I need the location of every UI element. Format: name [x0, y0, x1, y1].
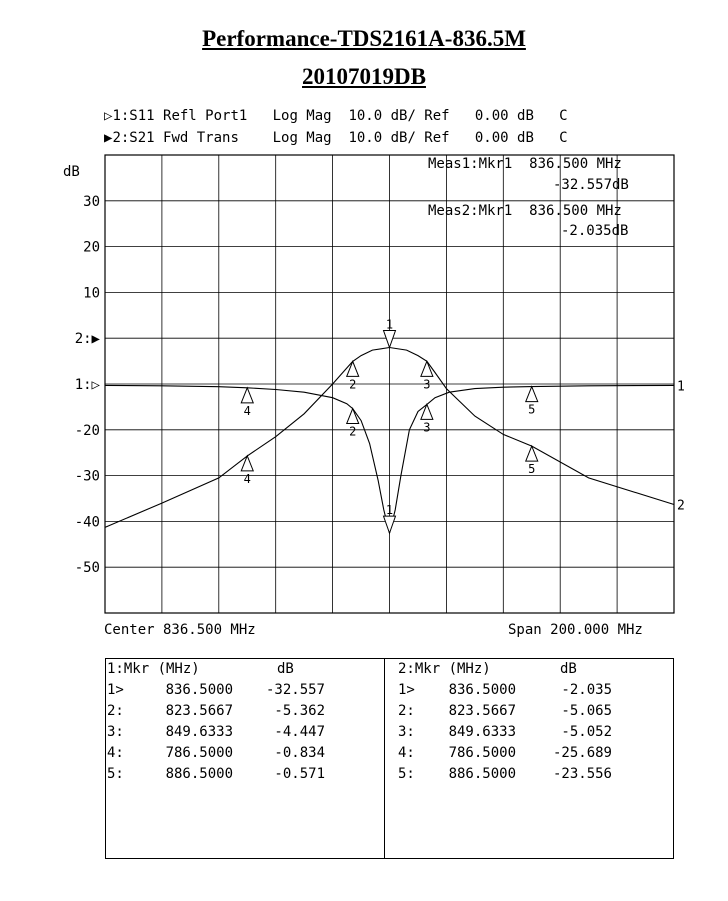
marker-label: 2 [349, 424, 357, 439]
marker-table-header [398, 658, 612, 679]
marker-freq: 849.6333 [165, 723, 233, 740]
center-frequency: Center 836.500 MHz [104, 622, 256, 638]
marker-2-4 [241, 456, 253, 486]
marker-id: 5: [398, 765, 415, 782]
marker-triangle-icon [241, 456, 253, 471]
table-row [107, 679, 325, 700]
table-row [398, 700, 612, 721]
marker-id: 2: [398, 702, 415, 719]
y-tick-label: 2:▶ [74, 331, 100, 348]
marker-db: -2.035 [561, 681, 612, 698]
marker-label: 4 [243, 403, 251, 418]
marker-table-col1-header: 1:Mkr (MHz) [107, 660, 200, 677]
marker-db: -25.689 [552, 744, 612, 761]
channel-1-marker-icon: ▷ [104, 108, 113, 124]
marker-freq: 786.5000 [448, 744, 516, 761]
marker-db: -5.065 [561, 702, 612, 719]
y-tick-label: 1:▷ [74, 377, 100, 393]
marker-1-4 [241, 388, 253, 418]
marker-label: 3 [423, 377, 431, 392]
marker-2-1 [384, 318, 396, 348]
marker-triangle-icon [347, 361, 359, 376]
table-row [398, 679, 612, 700]
marker-db: -0.571 [274, 765, 325, 782]
marker-triangle-icon [347, 409, 359, 424]
y-tick-label: -30 [74, 468, 100, 485]
meas1-label: Meas1:Mkr1 836.500 MHz [428, 156, 622, 172]
marker-label: 2 [349, 377, 357, 392]
chart-y-ticks [75, 194, 101, 576]
chart-traces [105, 348, 685, 534]
table-row [398, 721, 612, 742]
marker-1-1 [384, 503, 396, 533]
marker-db: -4.447 [274, 723, 325, 740]
marker-triangle-icon [421, 404, 433, 419]
marker-freq: 836.5000 [165, 681, 233, 698]
marker-db: -5.362 [274, 702, 325, 719]
marker-table-col2-header: dB [277, 660, 294, 677]
series-2-end-label: 2 [677, 498, 685, 514]
table-row [398, 742, 612, 763]
marker-id: 2: [107, 702, 124, 719]
marker-id: 4: [398, 744, 415, 761]
marker-freq: 849.6333 [448, 723, 516, 740]
marker-label: 5 [528, 462, 536, 477]
y-axis-label: dB [63, 164, 80, 180]
marker-triangle-icon [421, 361, 433, 376]
span-frequency: Span 200.000 MHz [508, 622, 643, 638]
marker-triangle-icon [526, 387, 538, 402]
page-subtitle: 20107019DB [302, 64, 426, 89]
meas1-value: -32.557dB [553, 177, 629, 193]
table-row [107, 742, 325, 763]
series-1-end-label: 1 [677, 379, 685, 395]
marker-id: 1> [398, 681, 415, 698]
marker-1-2 [347, 409, 359, 439]
marker-1-5 [526, 387, 538, 417]
marker-table-col2-header: dB [560, 660, 577, 677]
marker-freq: 886.5000 [165, 765, 233, 782]
marker-freq: 823.5667 [165, 702, 233, 719]
marker-db: -23.556 [552, 765, 612, 782]
marker-triangle-icon [241, 388, 253, 403]
marker-id: 3: [107, 723, 124, 740]
marker-label: 4 [243, 471, 251, 486]
marker-id: 3: [398, 723, 415, 740]
marker-db: -5.052 [561, 723, 612, 740]
y-tick-label: -40 [74, 514, 100, 531]
marker-2-3 [421, 361, 433, 391]
channel-2-text: 2:S21 Fwd Trans Log Mag 10.0 dB/ Ref 0.00 dB C [112, 130, 568, 146]
marker-id: 4: [107, 744, 124, 761]
marker-id: 1> [107, 681, 124, 698]
meas2-label: Meas2:Mkr1 836.500 MHz [428, 203, 622, 219]
marker-triangle-icon [384, 516, 396, 533]
marker-db: -32.557 [265, 681, 325, 698]
marker-id: 5: [107, 765, 124, 782]
marker-2-5 [526, 446, 538, 476]
y-tick-label: 30 [83, 193, 100, 210]
y-tick-label: 20 [83, 239, 100, 256]
table-row [107, 721, 325, 742]
marker-freq: 786.5000 [165, 744, 233, 761]
marker-db: -0.834 [274, 744, 325, 761]
table-row [107, 700, 325, 721]
marker-label: 3 [423, 420, 431, 435]
channel-1-text: 1:S11 Refl Port1 Log Mag 10.0 dB/ Ref 0.00 dB C [112, 108, 568, 124]
marker-freq: 886.5000 [448, 765, 516, 782]
marker-table-1 [107, 658, 325, 784]
y-tick-label: -20 [74, 422, 100, 439]
channel-2-marker-icon: ▶ [104, 130, 113, 146]
y-tick-label: -50 [74, 560, 100, 577]
meas2-value: -2.035dB [561, 223, 629, 239]
marker-freq: 836.5000 [448, 681, 516, 698]
marker-label: 1 [385, 317, 394, 332]
marker-table-col1-header: 2:Mkr (MHz) [398, 660, 491, 677]
marker-table-header [107, 658, 325, 679]
marker-triangle-icon [384, 331, 396, 348]
marker-label: 5 [528, 402, 536, 417]
marker-label: 1 [385, 503, 394, 518]
page-title: Performance-TDS2161A-836.5M [202, 26, 526, 51]
table-row [107, 763, 325, 784]
marker-table-2 [398, 658, 612, 784]
y-tick-label: 10 [83, 285, 100, 302]
table-row [398, 763, 612, 784]
marker-freq: 823.5667 [448, 702, 516, 719]
